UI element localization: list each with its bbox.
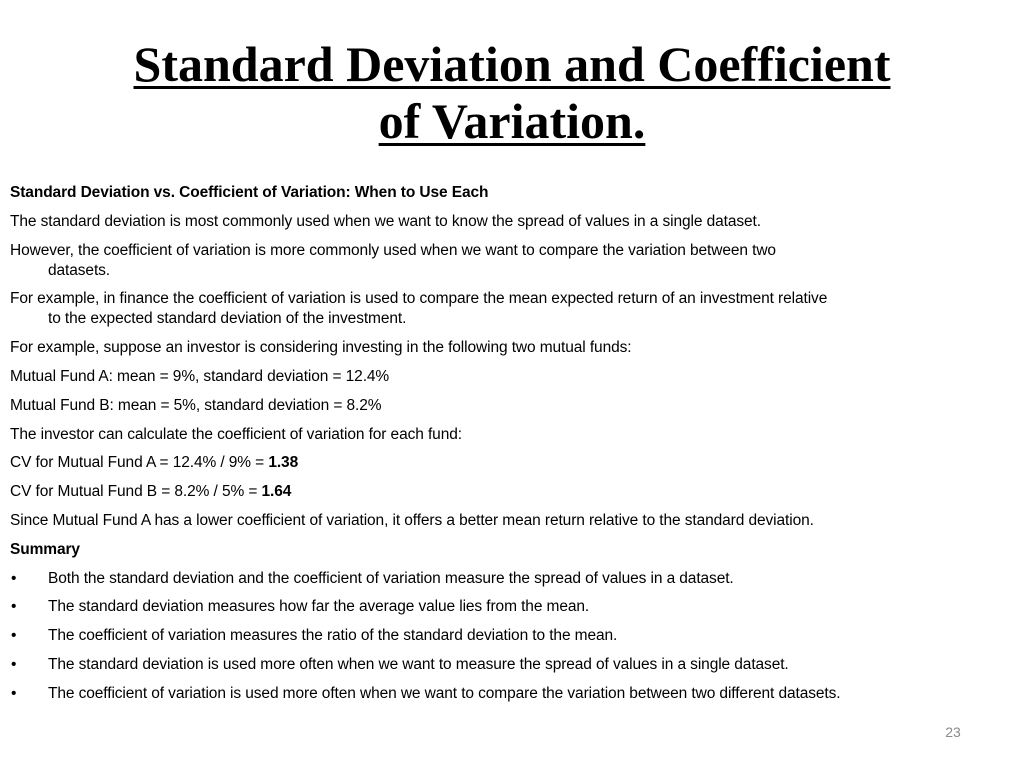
paragraph-conclusion: Since Mutual Fund A has a lower coefficient of variation, it offers a better mean return relative to the standard deviation.	[10, 511, 814, 529]
paragraph-investor-example: For example, suppose an investor is considering investing in the following two mutual funds:	[10, 339, 632, 357]
paragraph-cv-usage-line-2: datasets.	[48, 261, 111, 279]
summary-bullet	[10, 569, 1020, 589]
summary-bullet	[10, 684, 1020, 704]
bullet-dot-icon: •	[11, 655, 17, 673]
paragraph-finance-example-line-1: For example, in finance the coefficient of variation is used to compare the mean expected return of an investment relative	[10, 290, 828, 308]
slide-body	[10, 183, 1020, 713]
cv-fund-a	[10, 453, 1020, 473]
fund-b-stats: Mutual Fund B: mean = 5%, standard deviation = 8.2%	[10, 396, 382, 414]
fund-a-stats: Mutual Fund A: mean = 9%, standard deviation = 12.4%	[10, 367, 390, 385]
bullet-dot-icon: •	[11, 627, 17, 645]
summary-heading: Summary	[10, 540, 80, 558]
bullet-dot-icon: •	[11, 684, 17, 702]
section-heading: Standard Deviation vs. Coefficient of Variation: When to Use Each	[10, 184, 489, 201]
slide-title-line-1: Standard Deviation and Coefficient	[133, 36, 891, 92]
cv-fund-b	[10, 482, 1020, 502]
summary-bullet-text: The standard deviation measures how far the average value lies from the mean.	[48, 598, 590, 616]
slide-title-line-2: of Variation.	[378, 93, 646, 149]
paragraph-finance-example-line-2: to the expected standard deviation of the investment.	[48, 310, 407, 328]
paragraph-std-dev-usage: The standard deviation is most commonly used when we want to know the spread of values in a single dataset.	[10, 212, 761, 230]
summary-bullet-text: The coefficient of variation is used more often when we want to compare the variation between two different datasets.	[48, 684, 841, 702]
paragraph-finance-example	[10, 289, 1020, 329]
bullet-dot-icon: •	[11, 569, 17, 587]
summary-bullet	[10, 626, 1020, 646]
summary-bullet-text: The standard deviation is used more often when we want to measure the spread of values in a single dataset.	[48, 655, 789, 673]
summary-bullet	[10, 655, 1020, 675]
paragraph-calculate-cv: The investor can calculate the coefficient of variation for each fund:	[10, 425, 462, 443]
cv-fund-a-formula: CV for Mutual Fund A = 12.4% / 9% =	[10, 454, 269, 472]
cv-fund-a-value: 1.38	[268, 454, 299, 472]
summary-bullet	[10, 597, 1020, 617]
summary-bullet-text: The coefficient of variation measures the ratio of the standard deviation to the mean.	[48, 627, 618, 645]
summary-list	[10, 569, 1020, 704]
summary-bullet-text: Both the standard deviation and the coefficient of variation measure the spread of values in a dataset.	[48, 569, 734, 587]
bullet-dot-icon: •	[11, 598, 17, 616]
page-number: 23	[945, 724, 961, 740]
paragraph-cv-usage	[10, 241, 1020, 281]
paragraph-cv-usage-line-1: However, the coefficient of variation is more commonly used when we want to compare the variation between two	[10, 241, 776, 259]
slide-title	[40, 36, 984, 150]
cv-fund-b-formula: CV for Mutual Fund B = 8.2% / 5% =	[10, 483, 262, 501]
cv-fund-b-value: 1.64	[261, 483, 292, 501]
